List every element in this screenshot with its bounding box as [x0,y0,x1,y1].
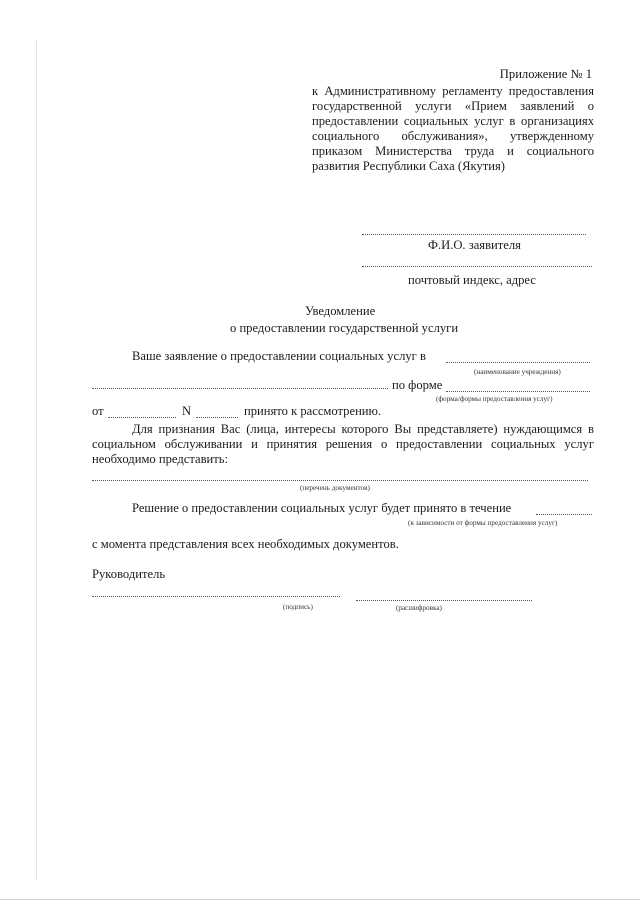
documents-line [92,480,588,481]
documents-hint: (перечень документов) [300,484,370,492]
appendix-title: Приложение № 1 [499,67,592,81]
scan-bottom-edge [0,899,640,900]
dependence-hint: (в зависимости от формы предоставления услуг) [408,519,558,527]
notice-title: Уведомление [305,304,376,318]
paragraph-line: необходимо представить: [92,452,229,466]
documents-paragraph [92,422,594,467]
appendix-line: социального обслуживания», утвержденному [312,128,594,143]
number-line [196,417,238,418]
notice-subtitle: о предоставлении государственной услуги [230,321,459,335]
accepted-text: принято к рассмотрению. [244,404,382,418]
applicant-address-label: почтовый индекс, адрес [408,273,536,287]
form-line [446,391,590,392]
signature-hint: (подпись) [283,603,313,611]
institution-line [446,362,590,363]
appendix-line: приказом Министерства труда и социального [312,143,594,158]
appendix-line: к Административному регламенту предоставления [312,84,594,98]
appendix-line: предоставлении социальных услуг в организациях [312,113,594,128]
decision-period-line [536,514,592,515]
form-prefix-line [92,388,388,389]
application-text: Ваше заявление о предоставлении социальных услуг в [132,349,426,363]
appendix-line: государственной услуги «Прием заявлений о [312,98,594,113]
decision-text: Решение о предоставлении социальных услуг будет принято в течение [132,501,512,515]
applicant-fio-line [362,234,586,235]
applicant-fio-label: Ф.И.О. заявителя [428,238,521,252]
date-line [108,417,176,418]
paragraph-line: социальном обслуживании и принятия решения о предоставлении социальных услуг [92,437,594,451]
decoding-line [356,600,532,601]
form-label: по форме [392,378,443,392]
paragraph-line: Для признания Вас (лица, интересы которого Вы представляете) нуждающимся в [132,422,594,436]
from-moment-text: с момента представления всех необходимых документов. [92,537,399,551]
from-label: от [92,404,104,418]
number-label: N [182,404,192,418]
head-label: Руководитель [92,567,166,581]
signature-line [92,596,340,597]
form-hint: (форма/формы предоставления услуг) [436,395,553,403]
appendix-text [312,84,594,173]
institution-hint: (наименование учреждения) [474,368,561,376]
decoding-hint: (расшифровка) [396,604,442,612]
applicant-address-line [362,266,592,267]
scan-margin-mark [36,40,37,880]
appendix-line: развития Республики Саха (Якутия) [312,158,505,173]
